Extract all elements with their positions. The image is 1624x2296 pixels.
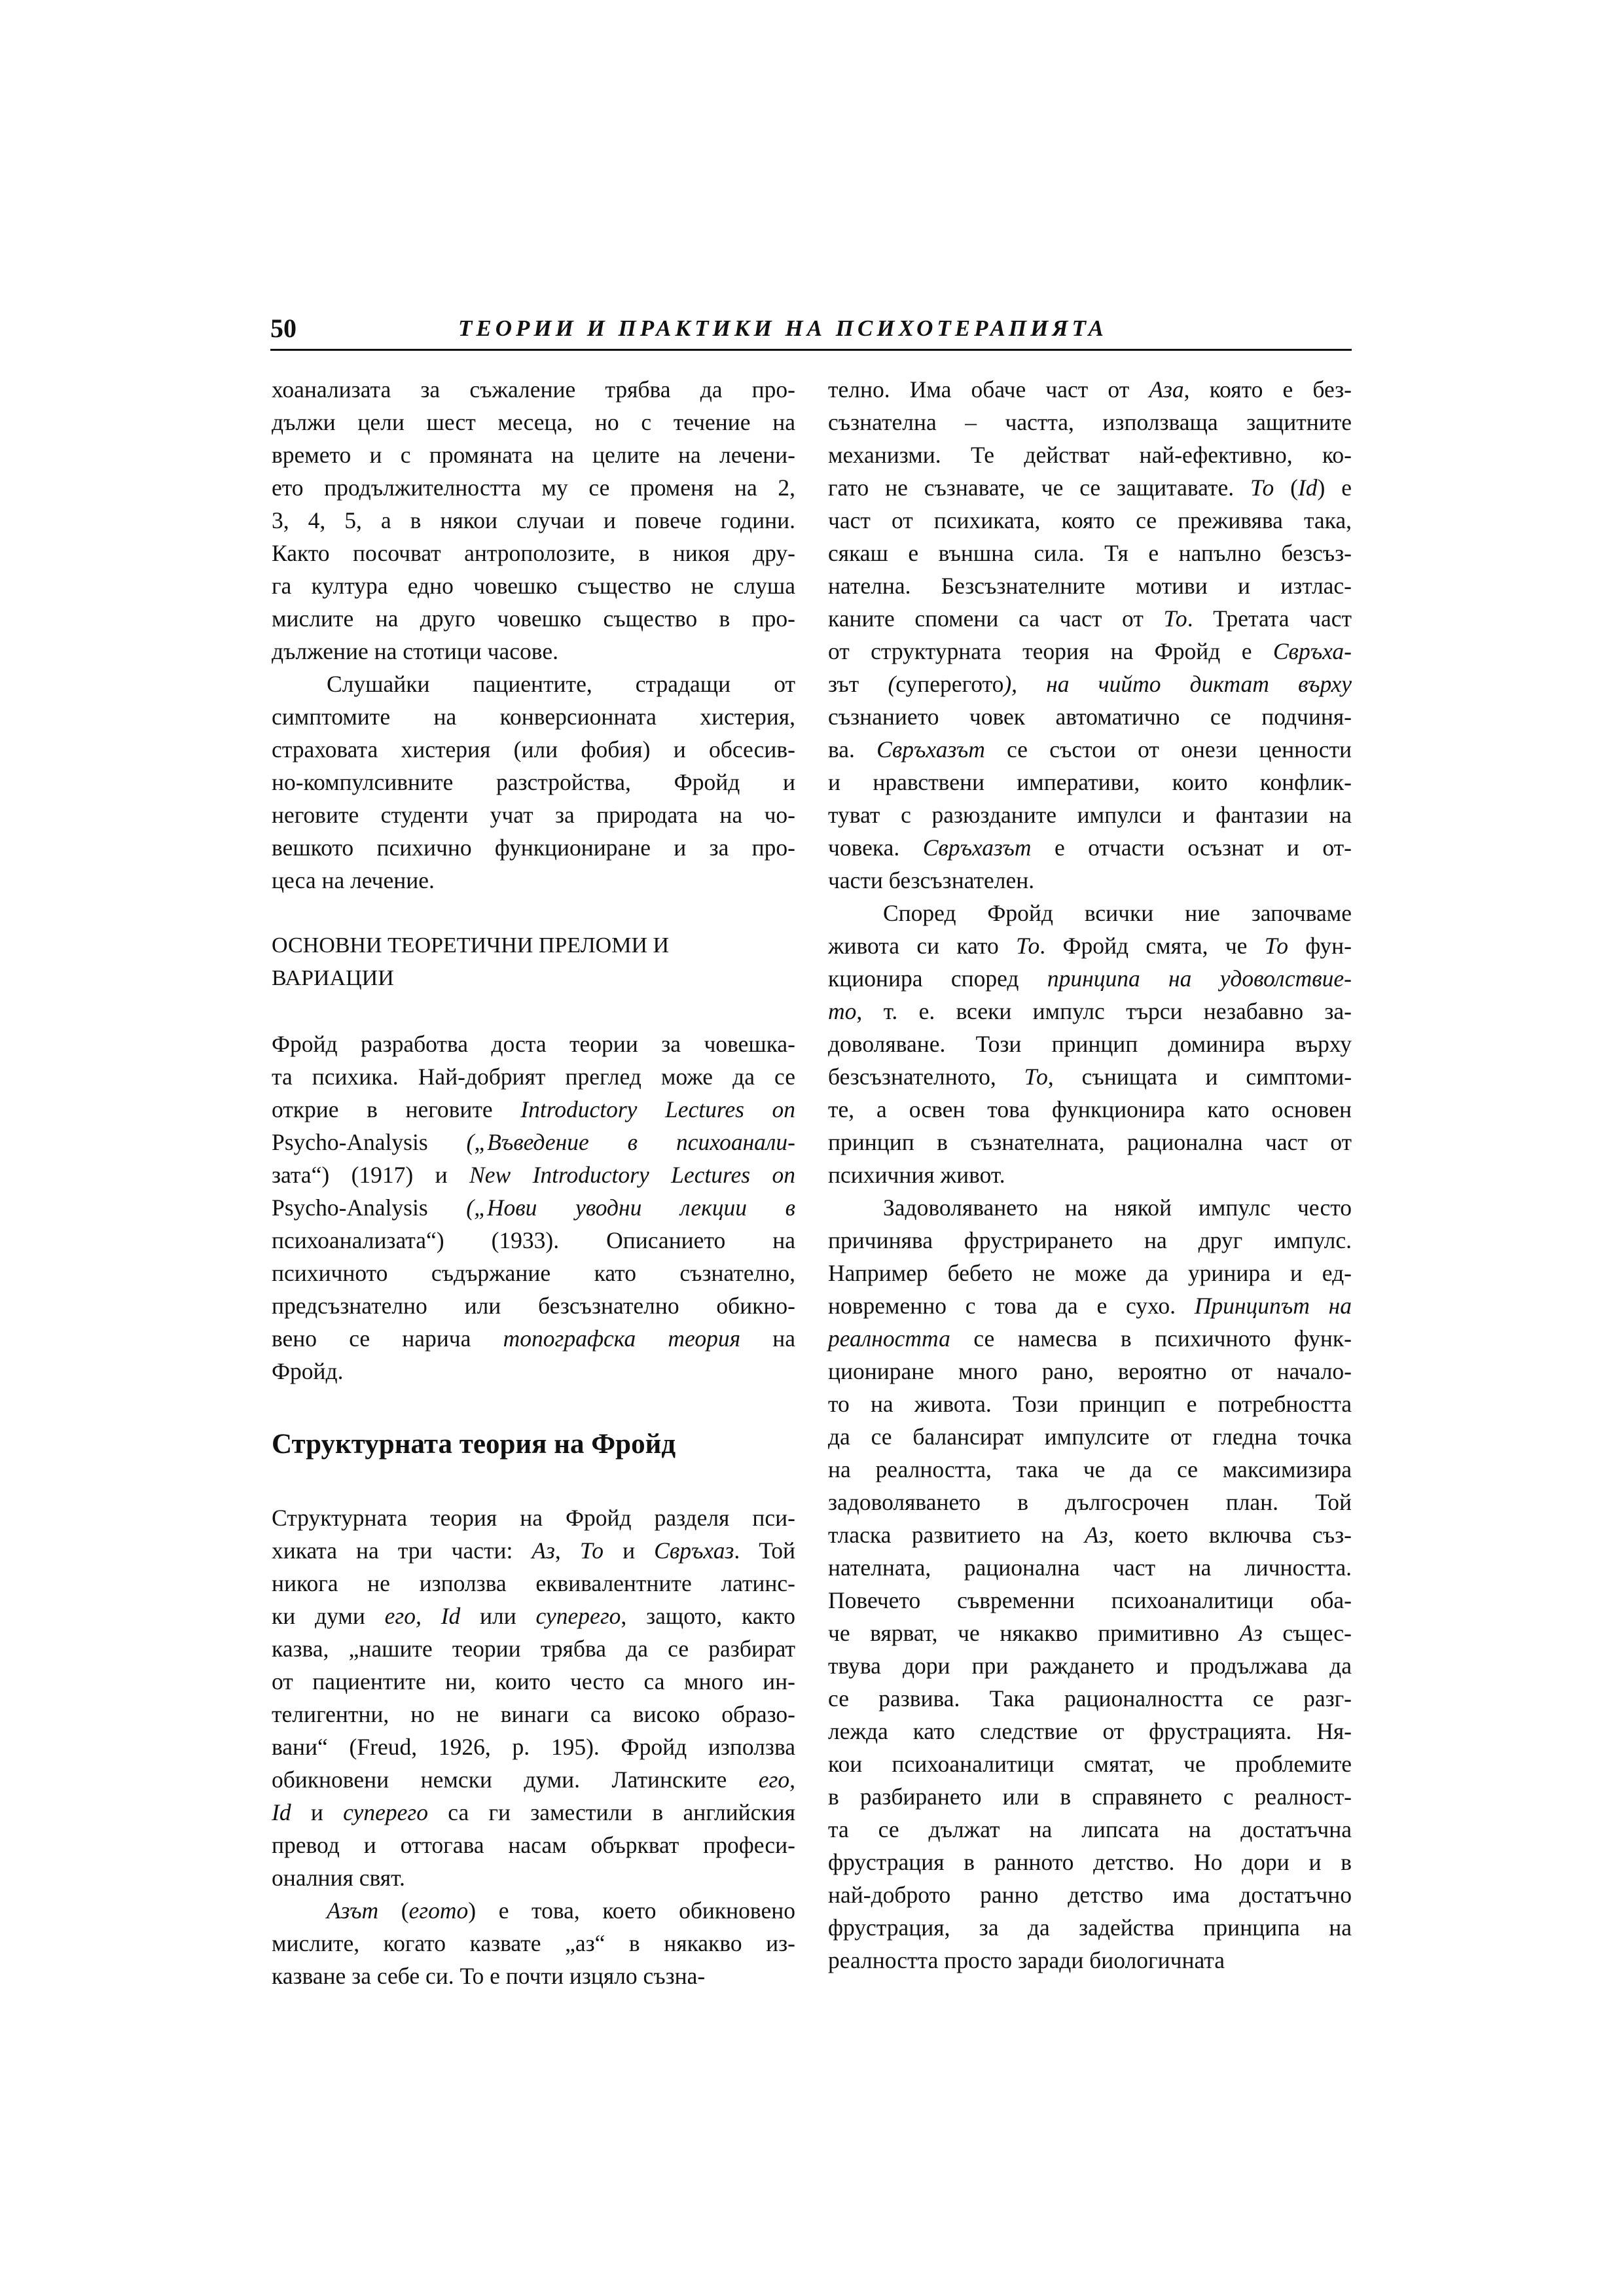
italic-term: То	[1250, 475, 1274, 501]
text-line: обикновени немски думи. Латинските его,	[272, 1767, 795, 1793]
text-line: психичното съдържание като съзнателно,	[272, 1260, 795, 1286]
text-line: сякаш е външна сила. Тя е напълно безсъз-	[828, 540, 1352, 566]
paragraph	[828, 373, 1352, 897]
spacer	[272, 1461, 795, 1501]
text-line: дължение на стотици часове.	[272, 638, 558, 664]
text-line: Структурната теория на Фройд разделя пси-	[272, 1505, 795, 1531]
text-line: доволяване. Този принцип доминира върху	[828, 1031, 1352, 1057]
text-line: човека. Свръхазът е отчасти осъзнат и от-	[828, 834, 1352, 861]
paragraph	[272, 1028, 795, 1388]
paragraph	[272, 1501, 795, 1894]
text-line: най-доброто ранно детство има достатъчно	[828, 1882, 1352, 1908]
text-line: туват с разюзданите импулси и фантазии на	[828, 802, 1352, 828]
text-line: зата“) (1917) и New Introductory Lectures on	[272, 1162, 795, 1188]
text-line: механизми. Те действат най-ефективно, ко-	[828, 442, 1352, 468]
heading-line: ОСНОВНИ ТЕОРЕТИЧНИ ПРЕЛОМИ И	[272, 933, 670, 958]
text-line: Задоволяването на някой импулс често	[883, 1194, 1352, 1221]
text-line: психоанализата“) (1933). Описанието на	[272, 1227, 795, 1253]
text-line: че вярват, че някакво примитивно Аз същес-	[828, 1620, 1352, 1646]
text-line: от структурната теория на Фройд е Свръха-	[828, 638, 1352, 664]
text-line: неговите студенти учат за природата на чо-	[272, 802, 795, 828]
text-line: безсъзнателното, То, сънищата и симптоми-	[828, 1064, 1352, 1090]
text-line: кционира според принципа на удоволствие-	[828, 965, 1352, 992]
paragraph	[272, 668, 795, 897]
italic-term: (	[859, 671, 896, 697]
text-line: Слушайки пациентите, страдащи от	[327, 671, 795, 697]
text-line: реалността се намесва в психичното функ-	[828, 1325, 1352, 1352]
italic-term: Свръхаз	[654, 1537, 734, 1564]
text-line: но-компулсивните разстройства, Фройд и	[272, 769, 795, 795]
text-line: вешкото психично функциониране и за про-	[272, 834, 795, 861]
text-line: превод и оттогава насам объркват професи-	[272, 1832, 795, 1858]
paragraph	[272, 1894, 795, 1992]
text-line: хиката на три части: Аз, То и Свръхаз. Той	[272, 1537, 795, 1564]
text-line: тласка развитието на Аз, което включва съз-	[828, 1522, 1352, 1548]
text-line: Например бебето не може да уринира и ед-	[828, 1260, 1352, 1286]
italic-term: („Нови уводни лекции в	[427, 1194, 795, 1221]
text-line: га култура едно човешко същество не слуша	[272, 573, 795, 599]
text-line: нателната, рационална част на личността.	[828, 1554, 1352, 1581]
italic-term: То	[579, 1537, 604, 1564]
italic-term: принципа на удоволствие-	[1047, 965, 1352, 992]
text-line: да се балансират импулсите от гледна точка	[828, 1424, 1352, 1450]
text-line: хоанализата за съжаление трябва да про-	[272, 376, 795, 403]
text-line: фрустрация, за да задейства принципа на	[828, 1914, 1352, 1941]
text-line: та се дължат на липсата на достатъчна	[828, 1816, 1352, 1842]
text-line: фрустрация в ранното детство. Но дори и в	[828, 1849, 1352, 1875]
italic-term: реалността	[828, 1325, 950, 1352]
text-line: Както посочват антрополозите, в никоя дру-	[272, 540, 795, 566]
text-line: психичния живот.	[828, 1162, 1005, 1188]
text-line: телно. Има обаче част от Аза, която е без-	[828, 376, 1352, 403]
text-line: вено се нарича топографска теория на	[272, 1325, 795, 1352]
text-line: цеса на лечение.	[272, 867, 435, 893]
text-line: то на живота. Този принцип е потребността	[828, 1391, 1352, 1417]
text-line: се развива. Така рационалността се разг-	[828, 1685, 1352, 1712]
text-line: 3, 4, 5, а в някои случаи и повече години.	[272, 507, 795, 533]
italic-term: его, Id	[384, 1603, 461, 1629]
text-line: страховата хистерия (или фобия) и обсесив-	[272, 736, 795, 762]
text-line: Азът (егото) е това, което обикновено	[327, 1897, 795, 1924]
text-line: ва. Свръхазът се състои от онези ценности	[828, 736, 1352, 762]
section-heading	[272, 929, 795, 995]
italic-term: Принципът на	[1194, 1293, 1352, 1319]
text-line: живота си като То. Фройд смята, че То фун-	[828, 933, 1352, 959]
italic-term: его,	[758, 1767, 795, 1793]
text-line: в разбирането или в справянето с реалност-	[828, 1784, 1352, 1810]
paragraph	[828, 1191, 1352, 1977]
italic-term: Азът	[327, 1897, 379, 1924]
text-line: причинява фрустрирането на друг импулс.	[828, 1227, 1352, 1253]
text-line: те, а освен това функционира като основен	[828, 1096, 1352, 1122]
text-line: каните спомени са част от То. Третата част	[828, 605, 1352, 632]
running-title: ТЕОРИИ И ПРАКТИКИ НА ПСИХОТЕРАПИЯТА	[458, 315, 1108, 341]
italic-term: („Въведение в психоанали-	[427, 1129, 795, 1155]
text-line: гато не съзнавате, че се защитавате. То (Id) е	[828, 475, 1352, 501]
text-line: Фройд разработва доста теории за човешка-	[272, 1031, 795, 1057]
italic-term: то	[828, 998, 857, 1024]
spacer	[272, 897, 795, 929]
text-line: Psycho-Analysis („Въведение в психоанали-	[272, 1129, 795, 1155]
italic-term: Аза	[1149, 376, 1184, 403]
text-line: казва, „нашите теории трябва да се разбират	[272, 1636, 795, 1662]
right-column	[828, 373, 1352, 1977]
italic-term: Id	[1297, 475, 1318, 501]
spacer	[272, 1388, 795, 1428]
text-line: кои психоаналитици смятат, че проблемите	[828, 1751, 1352, 1777]
italic-term: То	[1016, 933, 1040, 959]
text-line: от пациентите ни, които често са много ин-	[272, 1668, 795, 1695]
text-line: Повечето съвременни психоаналитици оба-	[828, 1587, 1352, 1613]
italic-term: егото	[408, 1897, 469, 1924]
text-line: дължи цели шест месеца, но с течение на	[272, 409, 795, 435]
text-line: Id и суперего са ги заместили в английския	[272, 1799, 795, 1825]
text-line: Psycho-Analysis („Нови уводни лекции в	[272, 1194, 795, 1221]
text-line: открие в неговите Introductory Lectures on	[272, 1096, 795, 1122]
text-line: ки думи его, Id или суперего, защото, както	[272, 1603, 795, 1629]
text-line: принцип в съзнателната, рационална част от	[828, 1129, 1352, 1155]
text-line: на реалността, така че да се максимизира	[828, 1456, 1352, 1482]
text-line: нателна. Безсъзнателните мотиви и изтлас-	[828, 573, 1352, 599]
text-line: зът (суперегото), на чийто диктат върху	[828, 671, 1352, 697]
text-line: никога не използва еквивалентните латинс-	[272, 1570, 795, 1596]
spacer	[272, 995, 795, 1028]
text-line: твува дори при раждането и продължава да	[828, 1653, 1352, 1679]
text-line: то, т. е. всеки импулс търси незабавно за-	[828, 998, 1352, 1024]
italic-term: New Introductory Lectures on	[469, 1162, 795, 1188]
text-line: мислите на друго човешко същество в про-	[272, 605, 795, 632]
italic-term: Свръхазът	[876, 736, 985, 762]
italic-term: топографска теория	[503, 1325, 741, 1352]
italic-term: Аз	[532, 1537, 555, 1564]
text-line: задоволяването в дългосрочен план. Той	[828, 1489, 1352, 1515]
text-line: и нравствени императиви, които конфлик-	[828, 769, 1352, 795]
italic-term: То	[1264, 933, 1288, 959]
text-line: оналния свят.	[272, 1865, 405, 1891]
text-line: ето продължителността му се променя на 2,	[272, 475, 795, 501]
text-line: предсъзнателно или безсъзнателно обикно-	[272, 1293, 795, 1319]
text-line: част от психиката, която се преживява така,	[828, 507, 1352, 533]
italic-term: То	[1163, 605, 1187, 632]
italic-term: Introductory Lectures on	[520, 1096, 795, 1122]
text-line: новременно с това да е сухо. Принципът на	[828, 1293, 1352, 1319]
page-number: 50	[270, 314, 297, 343]
paragraph	[828, 897, 1352, 1191]
text-line: реалността просто заради биологичната	[828, 1947, 1225, 1973]
text-line: Според Фройд всички ние започваме	[883, 900, 1352, 926]
italic-term: суперего	[343, 1799, 428, 1825]
text-line: та психика. Най-добрият преглед може да се	[272, 1064, 795, 1090]
italic-term: суперего	[535, 1603, 621, 1629]
italic-term: ), на чийто диктат върху	[1003, 671, 1352, 697]
subsection-heading: Структурната теория на Фройд	[272, 1429, 676, 1460]
italic-term: Id	[272, 1799, 291, 1825]
text-line: казване за себе си. То е почти изцяло съзна-	[272, 1963, 706, 1989]
heading-line: ВАРИАЦИИ	[272, 966, 394, 990]
text-line: времето и с промяната на целите на лечени-	[272, 442, 795, 468]
text-line: телигентни, но не винаги са високо образо-	[272, 1701, 795, 1727]
text-line: вани“ (Freud, 1926, p. 195). Фройд използва	[272, 1734, 795, 1760]
text-line: лежда като следствие от фрустрацията. Ня-	[828, 1718, 1352, 1744]
italic-term: Свръхазът	[922, 834, 1032, 861]
left-column	[272, 373, 795, 1992]
paragraph	[272, 373, 795, 668]
header-rule	[270, 349, 1352, 351]
text-line: симптомите на конверсионната хистерия,	[272, 704, 795, 730]
text-line: циониране много рано, вероятно от начало-	[828, 1358, 1352, 1384]
italic-term: Аз	[1239, 1620, 1263, 1646]
italic-term: То	[1024, 1064, 1048, 1090]
text-line: мислите, когато казвате „аз“ в някакво из-	[272, 1930, 795, 1956]
text-line: съзнанието човек автоматично се подчиня-	[828, 704, 1352, 730]
italic-term: Свръха-	[1272, 638, 1352, 664]
italic-term: Аз	[1085, 1522, 1108, 1548]
text-line: Фройд.	[272, 1358, 344, 1384]
text-line: съзнателна – частта, използваща защитните	[828, 409, 1352, 435]
text-line: части безсъзнателен.	[828, 867, 1035, 893]
